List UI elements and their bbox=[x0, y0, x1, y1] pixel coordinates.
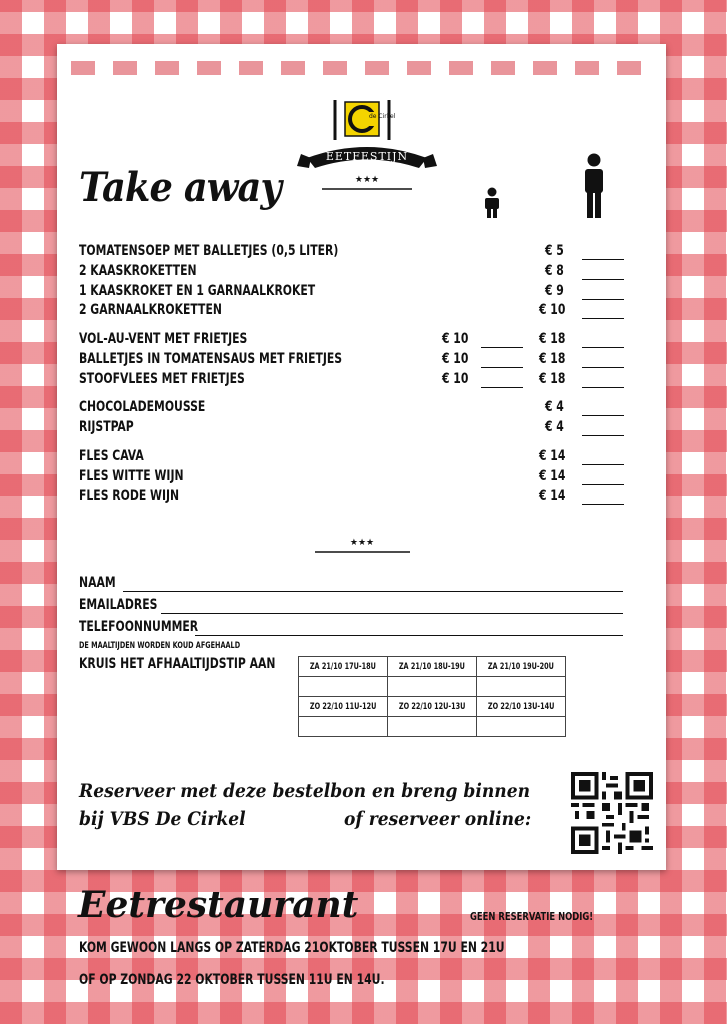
menu-item: 1 KAASKROKET EN 1 GARNAALKROKET bbox=[79, 283, 316, 299]
adult-price: € 4 bbox=[545, 399, 564, 415]
slot-checkbox[interactable] bbox=[388, 677, 477, 697]
quantity-line[interactable] bbox=[582, 435, 624, 436]
svg-text:★★★: ★★★ bbox=[349, 538, 375, 548]
quantity-line[interactable] bbox=[582, 387, 624, 388]
svg-text:★★★: ★★★ bbox=[354, 175, 380, 185]
qr-code[interactable] bbox=[571, 772, 653, 854]
pickup-label: KRUIS HET AFHAALTIJDSTIP AAN bbox=[79, 656, 276, 672]
slot-label: ZO 22/10 13U-14U bbox=[477, 697, 566, 717]
name-label: NAAM bbox=[79, 575, 116, 591]
page-title: Take away bbox=[79, 164, 281, 211]
slot-checkbox[interactable] bbox=[299, 717, 388, 737]
slot-label: ZA 21/10 19U-20U bbox=[477, 657, 566, 677]
adult-price: € 18 bbox=[539, 351, 566, 367]
binder-holes bbox=[57, 61, 666, 75]
slot-label: ZA 21/10 18U-19U bbox=[388, 657, 477, 677]
child-price: € 10 bbox=[442, 371, 469, 387]
quantity-line[interactable] bbox=[481, 347, 523, 348]
quantity-line[interactable] bbox=[582, 484, 624, 485]
adult-icon bbox=[583, 153, 605, 219]
quantity-line[interactable] bbox=[582, 259, 624, 260]
slot-checkbox[interactable] bbox=[299, 677, 388, 697]
menu-item: FLES WITTE WIJN bbox=[79, 468, 184, 484]
quantity-line[interactable] bbox=[582, 318, 624, 319]
slot-label: ZO 22/10 12U-13U bbox=[388, 697, 477, 717]
menu-item: 2 KAASKROKETTEN bbox=[79, 263, 197, 279]
quantity-line[interactable] bbox=[582, 415, 624, 416]
child-price: € 10 bbox=[442, 331, 469, 347]
reserve-text-line1: Reserveer met deze bestelbon en breng binnen bbox=[79, 780, 531, 802]
restaurant-info-line2: OF OP ZONDAG 22 OKTOBER TUSSEN 11U EN 14U. bbox=[79, 972, 385, 988]
slot-checkbox[interactable] bbox=[477, 677, 566, 697]
email-label: EMAILADRES bbox=[79, 597, 158, 613]
adult-price: € 18 bbox=[539, 371, 566, 387]
child-icon bbox=[482, 187, 502, 219]
no-reservation-note: GEEN RESERVATIE NODIG! bbox=[470, 910, 594, 923]
name-field[interactable] bbox=[123, 591, 623, 592]
menu-item: TOMATENSOEP MET BALLETJES (0,5 LITER) bbox=[79, 243, 339, 259]
quantity-line[interactable] bbox=[582, 347, 624, 348]
pickup-slot-table bbox=[298, 656, 566, 737]
menu-item: RIJSTPAP bbox=[79, 419, 134, 435]
restaurant-title: Eetrestaurant bbox=[78, 884, 359, 926]
cold-pickup-note: DE MAALTIJDEN WORDEN KOUD AFGEHAALD bbox=[79, 641, 241, 651]
slot-label: ZO 22/10 11U-12U bbox=[299, 697, 388, 717]
adult-price: € 9 bbox=[545, 283, 564, 299]
quantity-line[interactable] bbox=[481, 387, 523, 388]
adult-price: € 4 bbox=[545, 419, 564, 435]
menu-item: FLES RODE WIJN bbox=[79, 488, 180, 504]
email-field[interactable] bbox=[161, 613, 623, 614]
quantity-line[interactable] bbox=[582, 504, 624, 505]
menu-item: BALLETJES IN TOMATENSAUS MET FRIETJES bbox=[79, 351, 343, 367]
menu-item: 2 GARNAALKROKETTEN bbox=[79, 302, 222, 318]
menu-item: CHOCOLADEMOUSSE bbox=[79, 399, 206, 415]
quantity-line[interactable] bbox=[582, 367, 624, 368]
adult-price: € 14 bbox=[539, 468, 566, 484]
eetfestijn-logo bbox=[297, 96, 437, 201]
logo-text: de Cirkel bbox=[369, 113, 396, 120]
adult-price: € 8 bbox=[545, 263, 564, 279]
menu-item: FLES CAVA bbox=[79, 448, 144, 464]
slot-label: ZA 21/10 17U-18U bbox=[299, 657, 388, 677]
adult-price: € 18 bbox=[539, 331, 566, 347]
order-form-sheet bbox=[57, 44, 666, 870]
reserve-text-line2b: of reserveer online: bbox=[344, 808, 532, 830]
quantity-line[interactable] bbox=[582, 299, 624, 300]
slot-checkbox[interactable] bbox=[388, 717, 477, 737]
stars-divider bbox=[315, 534, 410, 556]
reserve-text-line2a: bij VBS De Cirkel bbox=[79, 808, 246, 830]
banner-text: EETFESTIJN bbox=[325, 150, 409, 163]
menu-item: VOL-AU-VENT MET FRIETJES bbox=[79, 331, 248, 347]
quantity-line[interactable] bbox=[582, 464, 624, 465]
slot-checkbox[interactable] bbox=[477, 717, 566, 737]
adult-price: € 14 bbox=[539, 488, 566, 504]
restaurant-info-line1: KOM GEWOON LANGS OP ZATERDAG 21OKTOBER TUSSEN 17U EN 21U bbox=[79, 940, 505, 956]
phone-field[interactable] bbox=[195, 635, 623, 636]
quantity-line[interactable] bbox=[481, 367, 523, 368]
quantity-line[interactable] bbox=[582, 279, 624, 280]
adult-price: € 5 bbox=[545, 243, 564, 259]
adult-price: € 10 bbox=[539, 302, 566, 318]
adult-price: € 14 bbox=[539, 448, 566, 464]
child-price: € 10 bbox=[442, 351, 469, 367]
menu-item: STOOFVLEES MET FRIETJES bbox=[79, 371, 245, 387]
phone-label: TELEFOONNUMMER bbox=[79, 619, 199, 635]
